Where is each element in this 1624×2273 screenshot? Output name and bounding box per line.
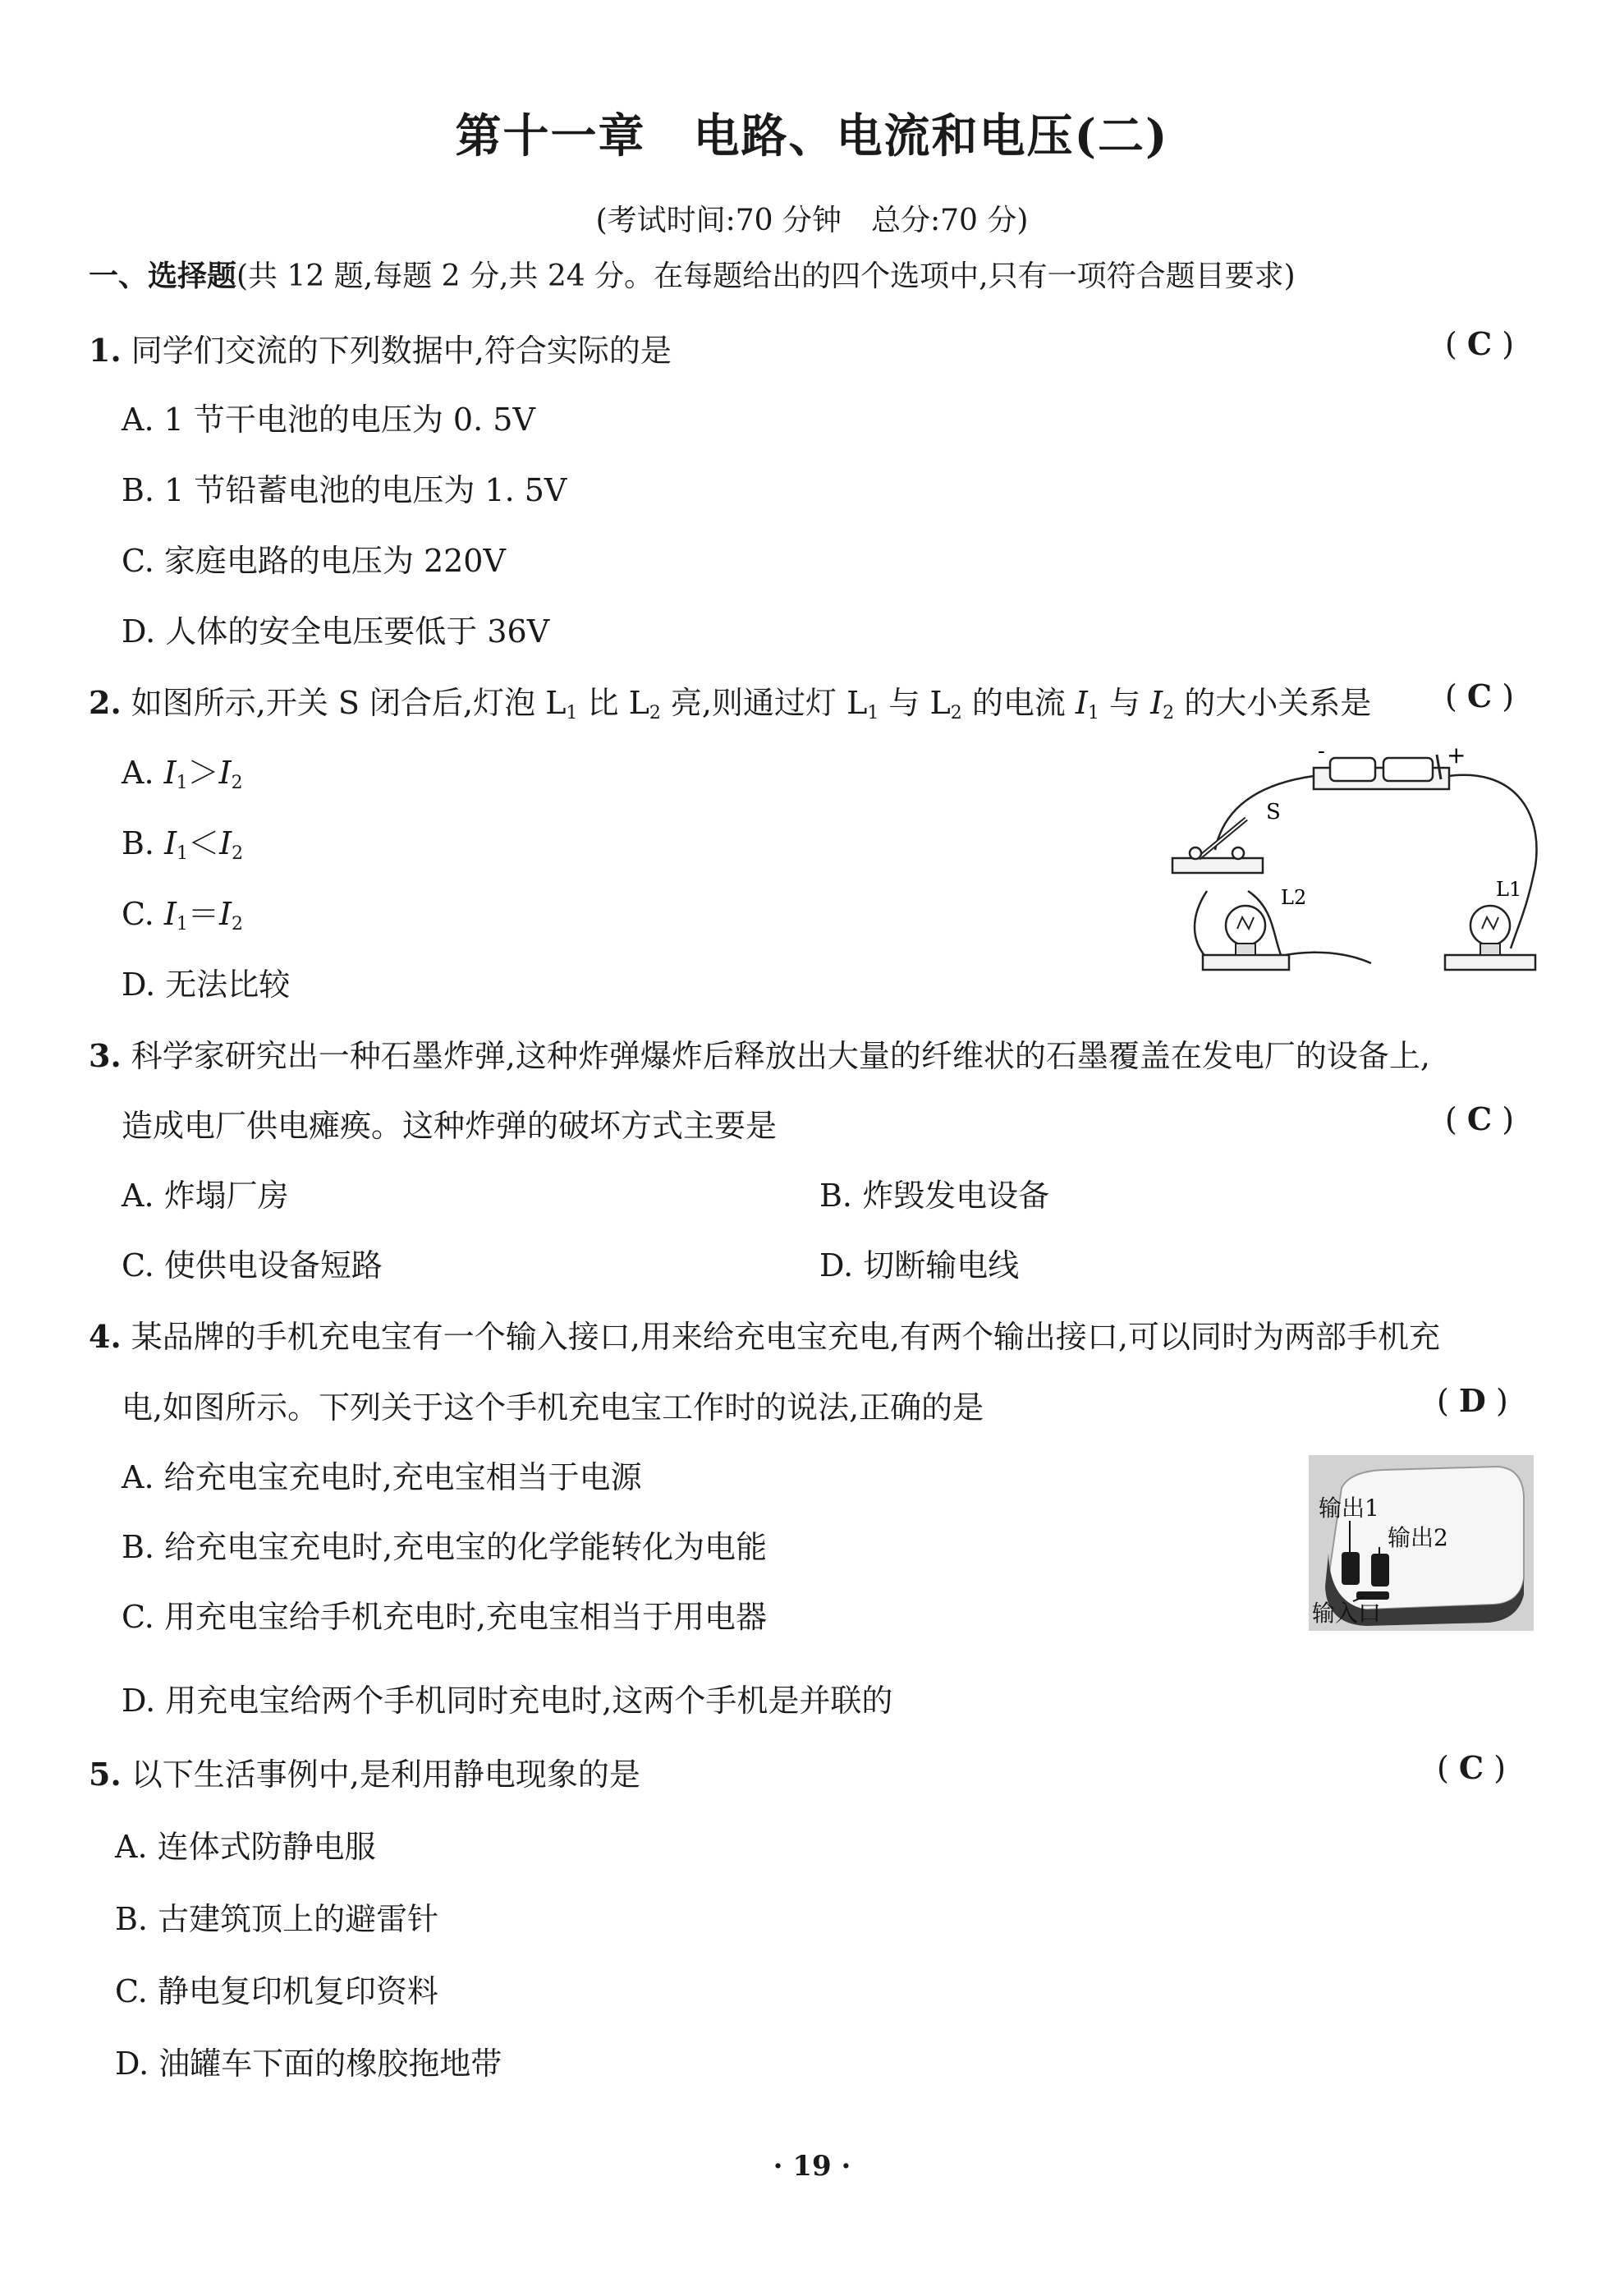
option-4a: A. 给充电宝充电时,充电宝相当于电源 (122, 1459, 642, 1495)
variable: I (163, 755, 177, 791)
question-text: 亮,则通过灯 L (660, 685, 868, 721)
option-4d: D. 用充电宝给两个手机同时充电时,这两个手机是并联的 (122, 1683, 893, 1719)
question-text: 同学们交流的下列数据中,符合实际的是 (131, 333, 672, 369)
question-5 (89, 1749, 640, 1794)
subscript: 1 (176, 914, 188, 934)
battery (1314, 755, 1449, 789)
option-5d: D. 油罐车下面的橡胶拖地带 (115, 2046, 502, 2082)
subscript: 2 (649, 703, 661, 723)
answer-value: C (1458, 1749, 1484, 1786)
variable: I (218, 755, 232, 791)
input-port-label: 输入口 (1312, 1600, 1382, 1627)
lamp-l1-label: L1 (1496, 878, 1522, 901)
answer-value: C (1466, 1100, 1493, 1137)
variable: I (163, 896, 177, 932)
page-number: · 19 · (773, 2150, 851, 2183)
option-1d: D. 人体的安全电压要低于 36V (122, 613, 550, 650)
variable: I (1075, 685, 1088, 721)
answer-2: ( C ) (1445, 677, 1515, 714)
option-3a: A. 炸塌厂房 (122, 1178, 289, 1214)
question-text: 与 L (879, 685, 951, 721)
question-number: 3. (89, 1037, 122, 1074)
option-2c (122, 889, 243, 934)
option-letter: B. (122, 825, 155, 861)
option-1b: B. 1 节铅蓄电池的电压为 1. 5V (122, 472, 567, 508)
option-letter: A. (122, 755, 154, 791)
operator: ＝ (187, 896, 219, 932)
option-3d: D. 切断输电线 (819, 1247, 1020, 1283)
battery-plus-label: + (1447, 743, 1466, 769)
subscript: 1 (867, 703, 879, 723)
section-description: (共 12 题,每题 2 分,共 24 分。在每题给出的四个选项中,只有一项符合题目要求) (236, 259, 1296, 293)
option-2b (122, 818, 243, 864)
power-bank-photo (1309, 1455, 1534, 1631)
answer-1: ( C ) (1445, 325, 1515, 362)
subscript: 1 (1087, 703, 1099, 723)
question-number: 5. (89, 1756, 122, 1793)
answer-5: ( C ) (1437, 1749, 1507, 1786)
answer-value: D (1458, 1382, 1486, 1419)
variable: I (218, 896, 232, 932)
battery-minus-label: - (1318, 743, 1325, 764)
lamp-l2-label: L2 (1281, 886, 1307, 909)
option-1a: A. 1 节干电池的电压为 0. 5V (122, 402, 535, 438)
question-number: 1. (89, 332, 122, 369)
question-3-line-2: 造成电厂供电瘫痪。这种炸弹的破坏方式主要是 (122, 1108, 778, 1144)
switch-label: S (1266, 800, 1281, 824)
option-2a (122, 747, 243, 793)
circuit-diagram (1158, 743, 1544, 990)
output-1-label: 输出1 (1319, 1495, 1379, 1522)
output-2-label: 输出2 (1388, 1524, 1448, 1551)
option-3b: B. 炸毁发电设备 (819, 1178, 1050, 1214)
question-text: 某品牌的手机充电宝有一个输入接口,用来给充电宝充电,有两个输出接口,可以同时为两部手机充 (131, 1319, 1441, 1355)
option-4c: C. 用充电宝给手机充电时,充电宝相当于用电器 (122, 1599, 767, 1635)
subscript: 2 (1163, 703, 1175, 723)
question-text: 与 (1099, 685, 1151, 721)
question-4-line-2: 电,如图所示。下列关于这个手机充电宝工作时的说法,正确的是 (122, 1389, 984, 1426)
variable: I (1150, 685, 1163, 721)
operator: ＜ (188, 825, 220, 861)
variable: I (219, 825, 232, 861)
subscript: 2 (231, 914, 243, 934)
section-label: 一、选择题 (89, 259, 237, 293)
question-number: 2. (89, 684, 122, 721)
variable: I (164, 825, 177, 861)
answer-value: C (1466, 325, 1493, 362)
option-2d: D. 无法比较 (122, 967, 291, 1003)
operator: ＞ (187, 755, 219, 791)
question-4 (89, 1311, 1440, 1357)
subscript: 1 (566, 703, 578, 723)
question-text: 的电流 (961, 685, 1076, 721)
question-text: 科学家研究出一种石墨炸弹,这种炸弹爆炸后释放出大量的纤维状的石墨覆盖在发电厂的设备上, (131, 1038, 1430, 1074)
question-text: 的大小关系是 (1174, 685, 1372, 721)
subscript: 1 (176, 773, 188, 793)
option-1c: C. 家庭电路的电压为 220V (122, 543, 506, 579)
option-3c: C. 使供电设备短路 (122, 1247, 383, 1283)
option-5c: C. 静电复印机复印资料 (115, 1973, 438, 2009)
option-letter: C. (122, 896, 154, 932)
subscript: 2 (232, 843, 244, 864)
question-text: 如图所示,开关 S 闭合后,灯泡 L (131, 685, 567, 721)
answer-value: C (1466, 677, 1493, 714)
switch (1172, 819, 1263, 873)
option-4b: B. 给充电宝充电时,充电宝的化学能转化为电能 (122, 1529, 768, 1565)
option-5a: A. 连体式防静电服 (115, 1829, 376, 1865)
question-text: 以下生活事例中,是利用静电现象的是 (131, 1756, 640, 1793)
page-title: 第十一章 电路、电流和电压(二) (455, 109, 1169, 163)
question-3 (89, 1031, 1430, 1076)
question-text: 比 L (577, 685, 649, 721)
option-5b: B. 古建筑顶上的避雷针 (115, 1901, 439, 1937)
question-1 (89, 325, 672, 370)
answer-3: ( C ) (1445, 1100, 1515, 1137)
subscript: 2 (231, 773, 243, 793)
answer-4: ( D ) (1437, 1382, 1508, 1419)
question-2 (89, 677, 1371, 723)
subscript: 1 (177, 843, 189, 864)
question-number: 4. (89, 1318, 122, 1355)
subscript: 2 (950, 703, 962, 723)
exam-info: (考试时间:70 分钟 总分:70 分) (595, 204, 1029, 237)
section-heading (89, 253, 1296, 295)
